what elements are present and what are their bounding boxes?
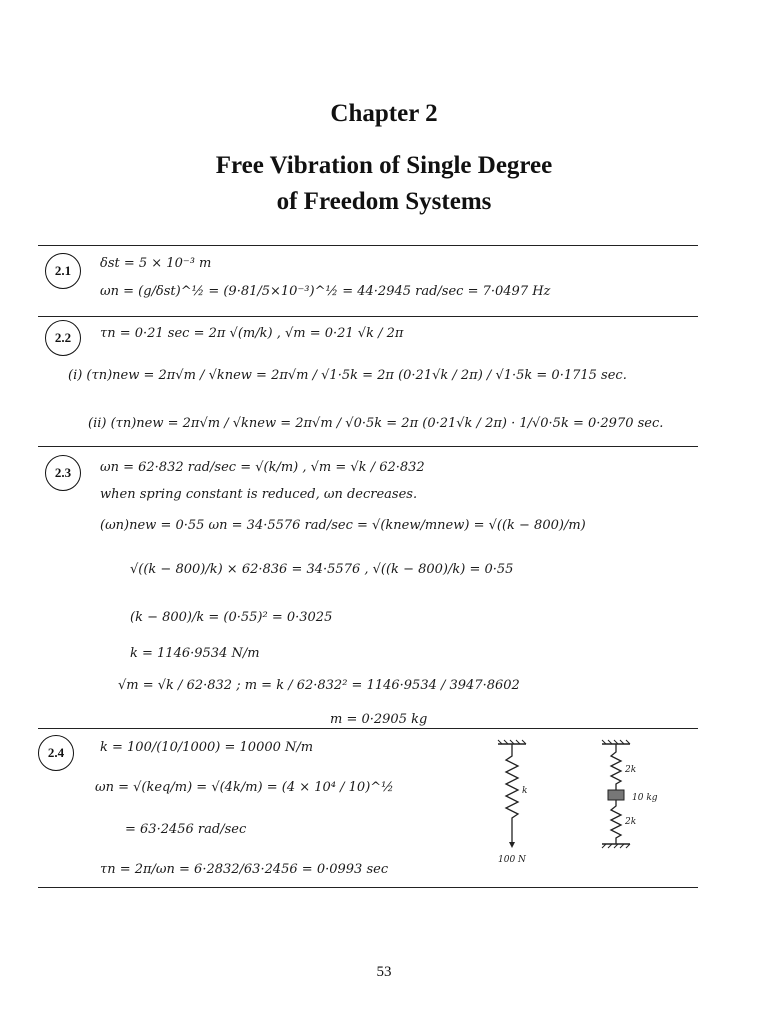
lower-spring-label: 2k [625,817,637,827]
mass-label: 10 kg [632,793,658,803]
problem-number-badge: 2.3 [45,455,81,491]
spring-mass-sketch [480,738,700,878]
problem-number-badge: 2.4 [38,735,74,771]
divider-2-2 [38,446,698,447]
problem-2-3-line-2: when spring constant is reduced, ωn decreases. [100,487,418,502]
problem-2-3-line-7: √m = √k / 62·832 ; m = k / 62·832² = 1146·9534 / 3947·8602 [118,678,520,693]
problem-2-2-line-3: (ii) (τn)new = 2π√m / √knew = 2π√m / √0·5k = 2π (0·21√k / 2π) · 1/√0·5k = 0·2970 sec. [88,416,664,431]
upper-spring-label: 2k [625,765,637,775]
problem-2-4-line-2: ωn = √(keq/m) = √(4k/m) = (4 × 10⁴ / 10)^½ [95,780,394,795]
problem-2-2-line-2: (i) (τn)new = 2π√m / √knew = 2π√m / √1·5k = 2π (0·21√k / 2π) / √1·5k = 0·1715 sec. [68,368,627,383]
problem-2-4-line-1: k = 100/(10/1000) = 10000 N/m [100,740,314,755]
problem-2-3-line-5: (k − 800)/k = (0·55)² = 0·3025 [130,610,333,625]
problem-2-2-line-1: τn = 0·21 sec = 2π √(m/k) , √m = 0·21 √k / 2π [100,326,404,341]
chapter-heading: Chapter 2 [330,100,438,127]
divider-bottom [38,887,698,888]
problem-2-4-line-4: τn = 2π/ωn = 6·2832/63·2456 = 0·0993 sec [100,862,389,877]
divider-2-3 [38,728,698,729]
problem-2-3-line-6: k = 1146·9534 N/m [130,646,260,661]
problem-number-badge: 2.2 [45,320,81,356]
spring-k-label: k [522,786,528,796]
problem-2-1-line-1: δst = 5 × 10⁻³ m [100,256,212,271]
problem-2-4-line-3: = 63·2456 rad/sec [125,822,247,837]
chapter-title-line-1: Free Vibration of Single Degree [215,152,553,179]
problem-number-badge: 2.1 [45,253,81,289]
problem-2-3-line-8: m = 0·2905 kg [330,712,428,727]
double-spring-figure [602,740,658,848]
load-label: 100 N [498,855,526,865]
divider-2-1 [38,316,698,317]
chapter-title-line-2: of Freedom Systems [276,188,492,215]
single-spring-figure [498,740,527,865]
page-number: 53 [376,964,392,980]
problem-2-3-line-4: √((k − 800)/k) × 62·836 = 34·5576 , √((k − 800)/k) = 0·55 [130,562,514,577]
divider-top [38,245,698,246]
problem-2-3-line-3: (ωn)new = 0·55 ωn = 34·5576 rad/sec = √(knew/mnew) = √((k − 800)/m) [100,518,586,533]
problem-2-1-line-2: ωn = (g/δst)^½ = (9·81/5×10⁻³)^½ = 44·2945 rad/sec = 7·0497 Hz [100,284,551,299]
problem-2-3-line-1: ωn = 62·832 rad/sec = √(k/m) , √m = √k / 62·832 [100,460,425,475]
